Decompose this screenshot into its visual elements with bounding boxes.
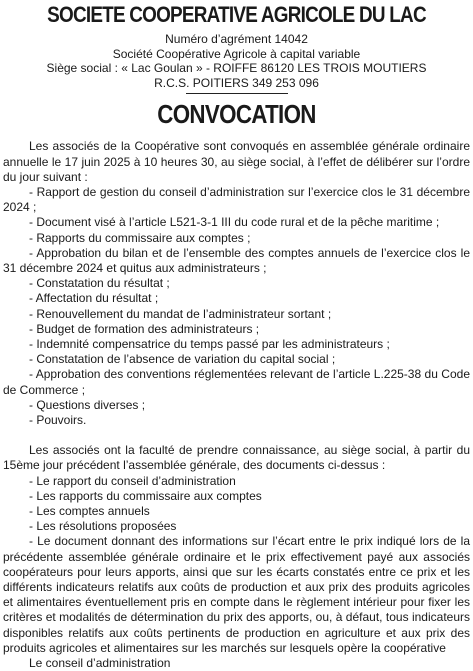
agenda-item: - Approbation des conventions réglementées relevant de l’article L.225-38 du Code de Commerce ; <box>3 367 470 397</box>
agenda-item: - Constatation du résultat ; <box>29 276 170 291</box>
documents-paragraph: Les associés ont la faculté de prendre connaissance, au siège social, à partir du 15ème jour précédent l’assemblée générale, des documents ci-dessus : <box>3 443 470 473</box>
agenda-list <box>3 185 470 428</box>
notice-title: CONVOCATION <box>157 99 316 130</box>
document-item: - Le document donnant des informations sur l’écart entre le prix indiqué lors de la précédente assemblée générale ordinaire et le prix effectivement payé aux associés coopérateurs pour leurs apports, ainsi que sur les écarts constatés entre ce prix et les différents indicateurs relatifs aux coûts de production et aux prix des produits agricoles et alimentaires éventuellement pris en compte dans le règlement intérieur pour fixer les critères et modalités de détermination du prix des apports, ou, à défaut, tous indicateurs disponibles relatifs aux coûts pertinents de production en agriculture et aux prix des produits agricoles et alimentaires sur les marchés sur lesquels opère la coopérative <box>3 534 470 655</box>
agenda-item: - Budget de formation des administrateurs ; <box>29 321 260 336</box>
agenda-item: - Indemnité compensatrice du temps passé par les administrateurs ; <box>29 337 390 352</box>
document-item: - Le rapport du conseil d’administration <box>29 473 236 488</box>
company-name: SOCIETE COOPERATIVE AGRICOLE DU LAC <box>47 2 426 27</box>
document-item: - Les comptes annuels <box>29 504 150 519</box>
agenda-item: - Document visé à l’article L521-3-1 III du code rural et de la pêche maritime ; <box>29 215 440 230</box>
legal-notice <box>3 4 470 671</box>
notice-body <box>3 139 470 671</box>
agenda-item: - Pouvoirs. <box>29 413 87 428</box>
documents-list <box>3 474 470 656</box>
agenda-item: - Constatation de l’absence de variation du capital social ; <box>29 352 336 367</box>
agenda-item: - Rapport de gestion du conseil d’administration sur l’exercice clos le 31 décembre 2024 ; <box>3 184 470 215</box>
document-item: - Les résolutions proposées <box>29 519 177 534</box>
spacer <box>3 428 470 443</box>
registered-office: Siège social : « Lac Goulan » - ROIFFE 86120 LES TROIS MOUTIERS <box>46 61 427 76</box>
document-item: - Les rapports du commissaire aux comptes <box>29 488 262 503</box>
agenda-item: - Questions diverses ; <box>29 397 146 412</box>
agenda-item: - Affectation du résultat ; <box>29 291 159 306</box>
agenda-item: - Rapports du commissaire aux comptes ; <box>29 230 251 245</box>
divider <box>186 93 288 94</box>
signature: Le conseil d’administration <box>29 656 171 671</box>
agenda-item: - Renouvellement du mandat de l’administrateur sortant ; <box>29 306 332 321</box>
agenda-item: - Approbation du bilan et de l’ensemble des comptes annuels de l’exercice clos le 31 décembre 2024 et quitus aux administrateurs ; <box>3 245 470 275</box>
intro-paragraph: Les associés de la Coopérative sont convoqués en assemblée générale ordinaire annuelle le 17 juin 2025 à 10 heures 30, au siège social, à l’effet de délibérer sur l’ordre du jour suivant : <box>3 139 470 184</box>
company-form: Société Coopérative Agricole à capital variable <box>112 46 361 61</box>
approval-number: Numéro d’agrément 14042 <box>165 32 308 46</box>
rcs-number: R.C.S. POITIERS 349 253 096 <box>154 75 319 90</box>
